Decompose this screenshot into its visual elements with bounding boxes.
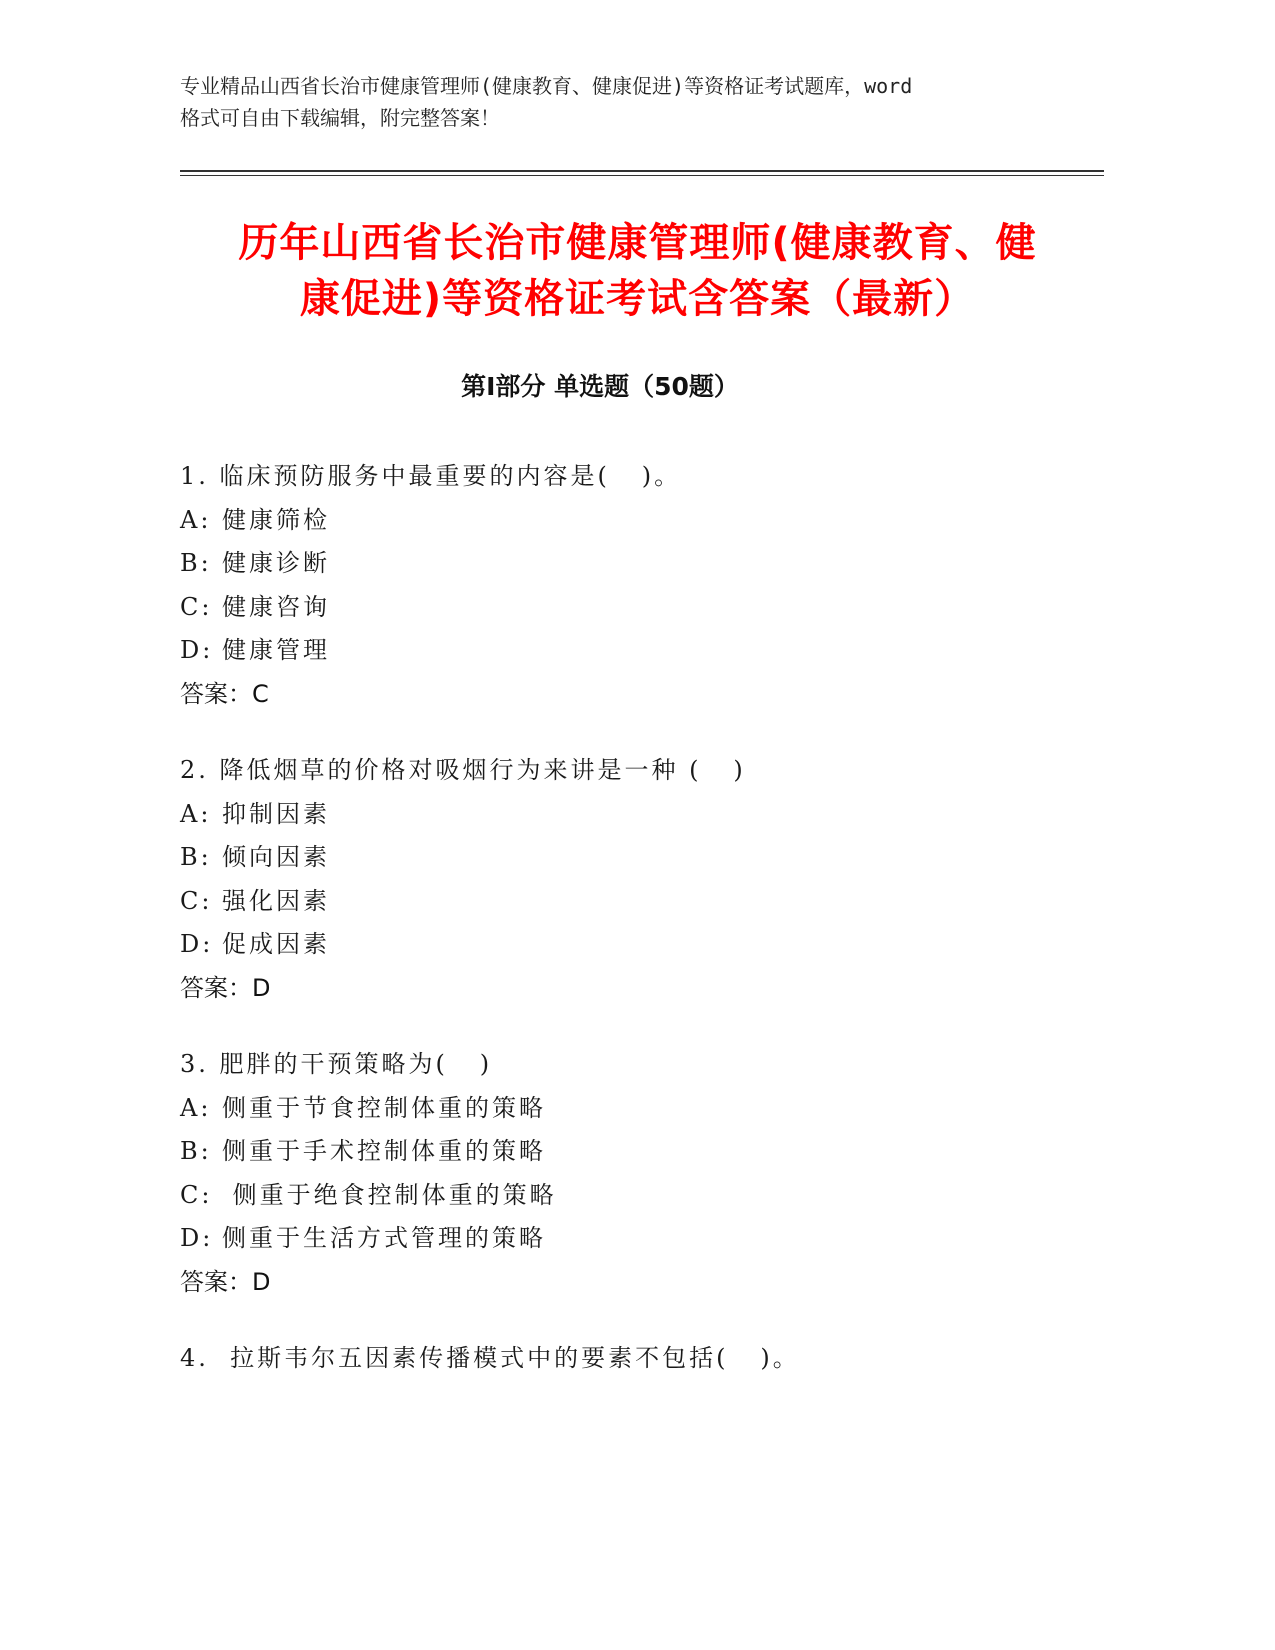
question-stem: 1. 临床预防服务中最重要的内容是( )。 [180,462,682,490]
option-text: 侧重于手术控制体重的策略 [222,1137,546,1165]
option-letter: C: [180,592,213,621]
option-text: 侧重于节食控制体重的策略 [222,1093,546,1122]
answer: 答案：D [180,973,271,1002]
option-text: 侧重于生活方式管理的策略 [222,1224,546,1252]
option-d [180,923,1080,967]
option-c [180,1174,1080,1218]
option-text: 强化因素 [222,886,330,915]
question-1 [180,455,1080,716]
option-text: 倾向因素 [222,843,330,871]
option-b [180,1130,1080,1174]
option-letter: D: [180,1224,214,1252]
option-text: 健康诊断 [222,549,330,577]
question-2 [180,749,1080,1010]
option-text: 健康咨询 [222,592,330,621]
option-letter: B: [180,1137,212,1165]
question-stem: 2. 降低烟草的价格对吸烟行为来讲是一种 ( ) [180,756,746,784]
option-text: 抑制因素 [222,799,330,828]
title-line-2: 康促进)等资格证考试含答案（最新） [299,276,976,322]
option-b [180,542,1080,586]
option-b [180,836,1080,880]
question-4 [180,1337,1080,1381]
answer: 答案：C [180,679,269,708]
option-c [180,880,1080,924]
title-line-1: 历年山西省长治市健康管理师(健康教育、健 [238,220,1037,266]
option-letter: C: [180,886,213,915]
option-letter: A: [180,799,212,828]
option-letter: A: [180,1093,212,1122]
question-stem: 3. 肥胖的干预策略为( ) [180,1050,493,1078]
question-3 [180,1043,1080,1304]
option-d [180,629,1080,673]
answer: 答案：D [180,1267,271,1296]
header-divider [180,170,1104,176]
option-text: 促成因素 [222,930,330,958]
option-d [180,1217,1080,1261]
option-text: 健康管理 [222,636,330,664]
option-letter: B: [180,843,212,871]
header-line-2: 格式可自由下载编辑，附完整答案！ [180,106,500,130]
option-letter: A: [180,505,212,534]
option-a [180,1087,1080,1131]
option-letter: B: [180,549,212,577]
header-line-1: 专业精品山西省长治市健康管理师(健康教育、健康促进)等资格证考试题库，word [180,74,913,98]
option-letter: D: [180,636,214,664]
option-text: 健康筛检 [222,505,330,534]
option-c [180,586,1080,630]
question-list [180,455,1080,1414]
option-a [180,499,1080,543]
option-text: 侧重于绝食控制体重的策略 [222,1180,557,1209]
option-letter: D: [180,930,214,958]
section-heading: 第Ⅰ部分 单选题（50题） [461,372,739,401]
page-header [180,70,1080,134]
question-stem: 4. 拉斯韦尔五因素传播模式中的要素不包括( )。 [180,1344,800,1372]
document-title [150,215,1125,327]
option-a [180,793,1080,837]
option-letter: C: [180,1180,213,1209]
